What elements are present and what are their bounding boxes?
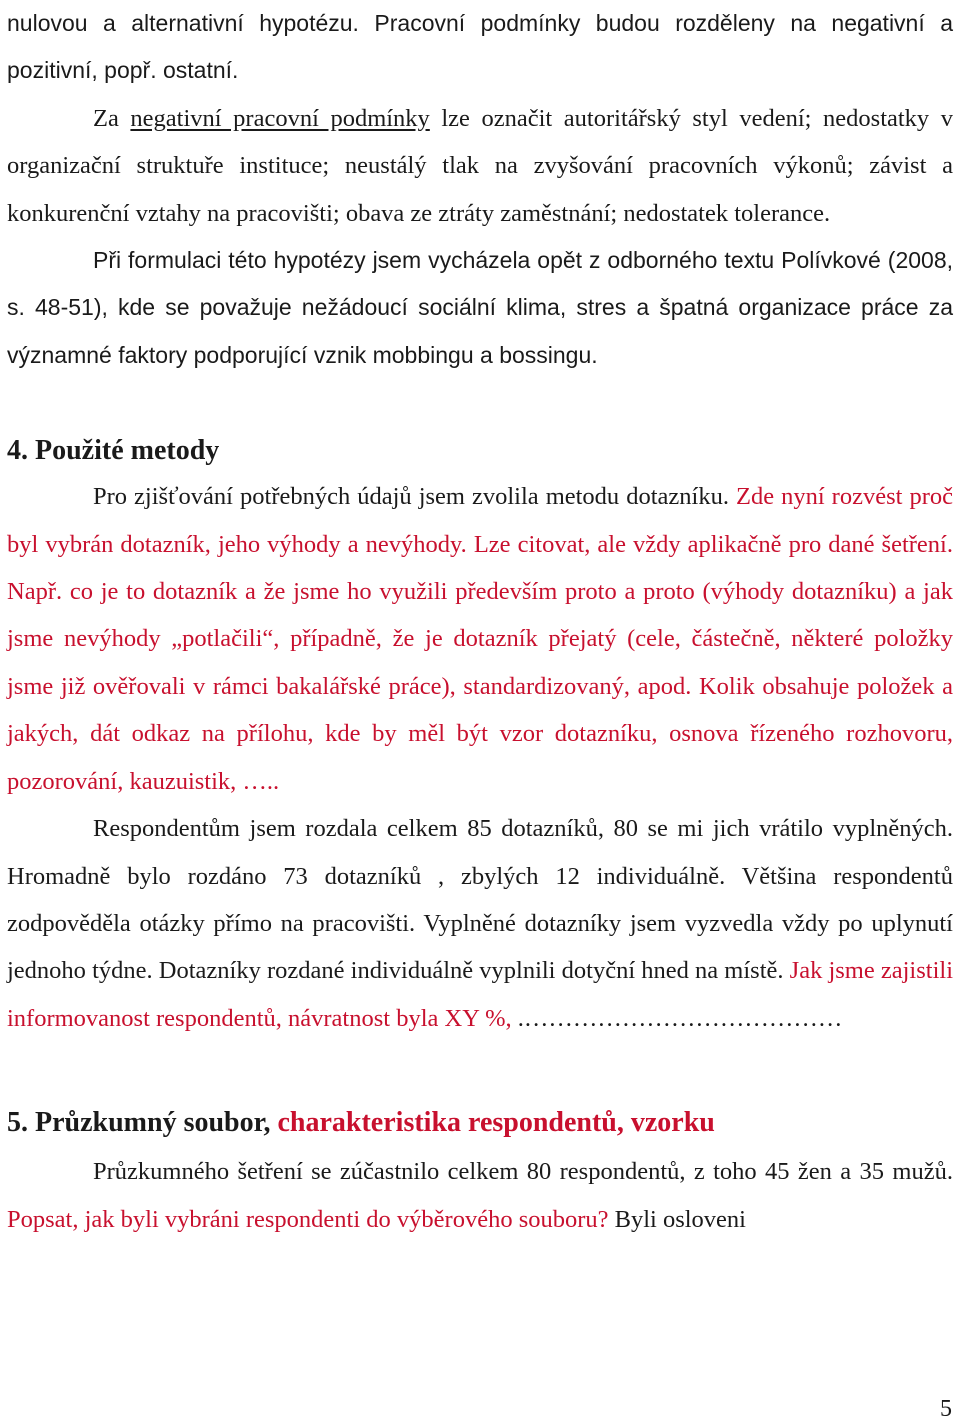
editor-note: Popsat, jak byli vybráni respondenti do výběrového souboru? <box>7 1205 609 1233</box>
paragraph-methods <box>7 473 953 805</box>
paragraph-text: nulovou a alternativní hypotézu. Pracovní podmínky budou rozděleny na negativní a pozitivní, popř. ostatní. <box>7 10 953 84</box>
editor-note: Zde nyní rozvést proč byl vybrán dotazník, jeho výhody a nevýhody. Lze citovat, ale vždy aplikačně pro dané šetření. Např. co je to dotazník a že jsme ho využili především proto a proto (výhody dotazníku) a jak jsme nevýhody „potlačili“, případně, že je dotazník přejatý (cele, částečně, některé položky jsme již ověřovali v rámci bakalářské práce), standardizovaný, apod. Kolik obsahuje položek a jakých, dát odkaz na přílohu, kde by měl být vzor dotazníku, osnova řízeného rozhovoru, pozorování, kauzuistik, ….. <box>7 483 953 795</box>
paragraph-respondents-distribution <box>7 805 953 1042</box>
editor-note: Jak jsme zajistili informovanost respondentů, návratnost byla XY %, <box>7 957 953 1032</box>
section-heading-methods: 4. Použité metody <box>7 435 220 467</box>
paragraph-hypothesis-intro <box>7 0 953 95</box>
underlined-term: negativní pracovní podmínky <box>130 104 430 132</box>
page-number: 5 <box>940 1396 952 1422</box>
dotted-placeholder: .………………………………… <box>517 1004 843 1032</box>
paragraph-text: Respondentům jsem rozdala celkem 85 dotazníků, 80 se mi jich vrátilo vyplněných. Hromadně bylo rozdáno 73 dotazníků , zbylých 12 individuálně. Většina respondentů zodpověděla otázky přímo na pracovišti. Vyplněné dotazníky jsem vyzvedla vždy po uplynutí jednoho týdne. Dotazníky rozdané individuálně vyplnili dotyční hned na místě. <box>7 815 953 985</box>
paragraph-negative-conditions <box>7 95 953 237</box>
document-page <box>7 0 953 1243</box>
paragraph-text: Při formulaci této hypotézy jsem vycházela opět z odborného textu Polívkové (2008, s. 48-51), kde se považuje nežádoucí sociální klima, stres a špatná organizace práce za významné faktory podporující vznik mobbingu a bossingu. <box>7 247 953 368</box>
paragraph-lead: Za <box>93 104 131 132</box>
heading-text: 5. Průzkumný soubor, <box>7 1107 278 1139</box>
paragraph-text: lze označit autoritářský styl vedení; nedostatky v organizační struktuře instituce; neustálý tlak na zvyšování pracovních výkonů; závist a konkurenční vztahy na pracovišti; obava ze ztráty zaměstnání; nedostatek tolerance. <box>7 104 954 227</box>
paragraph-text: Pro zjišťování potřebných údajů jsem zvolila metodu dotazníku. <box>93 483 736 511</box>
section-heading-sample <box>7 1098 953 1148</box>
paragraph-hypothesis-source <box>7 237 953 379</box>
paragraph-text: Průzkumného šetření se zúčastnilo celkem 80 respondentů, z toho 45 žen a 35 mužů. <box>93 1158 953 1186</box>
paragraph-sample <box>7 1148 953 1243</box>
heading-note: charakteristika respondentů, vzorku <box>277 1107 715 1139</box>
paragraph-tail: Byli osloveni <box>608 1205 746 1233</box>
